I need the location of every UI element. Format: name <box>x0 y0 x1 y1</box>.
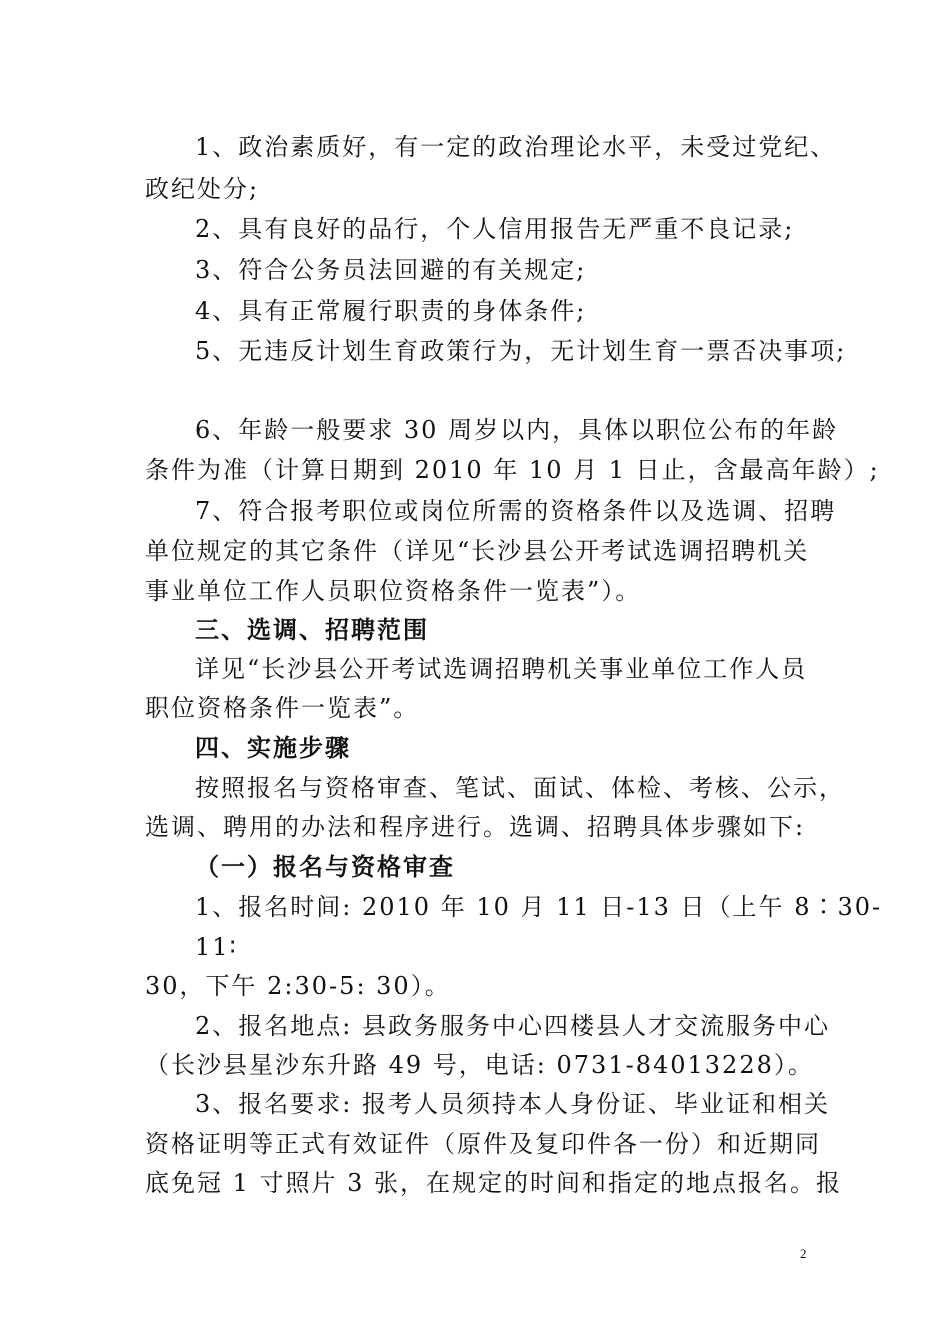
paragraph-line: （长沙县星沙东升路 49 号，电话: 0731-84013228）。 <box>145 1051 814 1079</box>
paragraph-line: 按照报名与资格审查、笔试、面试、体检、考核、公示， <box>195 774 845 802</box>
section-heading: 四、实施步骤 <box>195 734 351 762</box>
subsection-heading: （一）报名与资格审查 <box>195 853 455 881</box>
paragraph-line: 30，下午 2:30-5: 30）。 <box>145 972 451 1000</box>
paragraph-line: 政纪处分; <box>145 175 260 203</box>
paragraph-line: 2、具有良好的品行，个人信用报告无严重不良记录; <box>195 215 795 243</box>
paragraph-line: 职位资格条件一览表”。 <box>145 694 420 722</box>
paragraph-line: 6、年龄一般要求 30 周岁以内，具体以职位公布的年龄 <box>195 416 839 444</box>
paragraph-line: 底免冠 1 寸照片 3 张，在规定的时间和指定的地点报名。报 <box>145 1169 843 1197</box>
paragraph-line: 条件为准（计算日期到 2010 年 10 月 1 日止，含最高年龄）; <box>145 456 880 484</box>
page-number: 2 <box>800 1246 807 1261</box>
paragraph-line: 详见“长沙县公开考试选调招聘机关事业单位工作人员 <box>195 655 808 683</box>
paragraph-line: 1、报名时间: 2010 年 10 月 11 日-13 日（上午 8∶30- <box>195 893 883 921</box>
paragraph-line: 单位规定的其它条件（详见“长沙县公开考试选调招聘机关 <box>145 537 810 565</box>
paragraph-line: 选调、聘用的办法和程序进行。选调、招聘具体步骤如下: <box>145 813 806 841</box>
paragraph-line: 3、符合公务员法回避的有关规定; <box>195 256 587 284</box>
paragraph-line: 2、报名地点: 县政务服务中心四楼县人才交流服务中心 <box>195 1012 830 1040</box>
paragraph-line: 事业单位工作人员职位资格条件一览表”）。 <box>145 577 642 605</box>
paragraph-line: 资格证明等正式有效证件（原件及复印件各一份）和近期同 <box>145 1130 821 1158</box>
paragraph-line: 7、符合报考职位或岗位所需的资格条件以及选调、招聘 <box>195 497 837 525</box>
paragraph-line: 1、政治素质好，有一定的政治理论水平，未受过党纪、 <box>195 133 837 161</box>
paragraph-line: 4、具有正常履行职责的身体条件; <box>195 297 587 325</box>
paragraph-line: 3、报名要求: 报考人员须持本人身份证、毕业证和相关 <box>195 1090 830 1118</box>
paragraph-line: 5、无违反计划生育政策行为，无计划生育一票否决事项; <box>195 337 847 365</box>
section-heading: 三、选调、招聘范围 <box>195 616 429 644</box>
paragraph-line: 11∶ <box>195 933 238 961</box>
